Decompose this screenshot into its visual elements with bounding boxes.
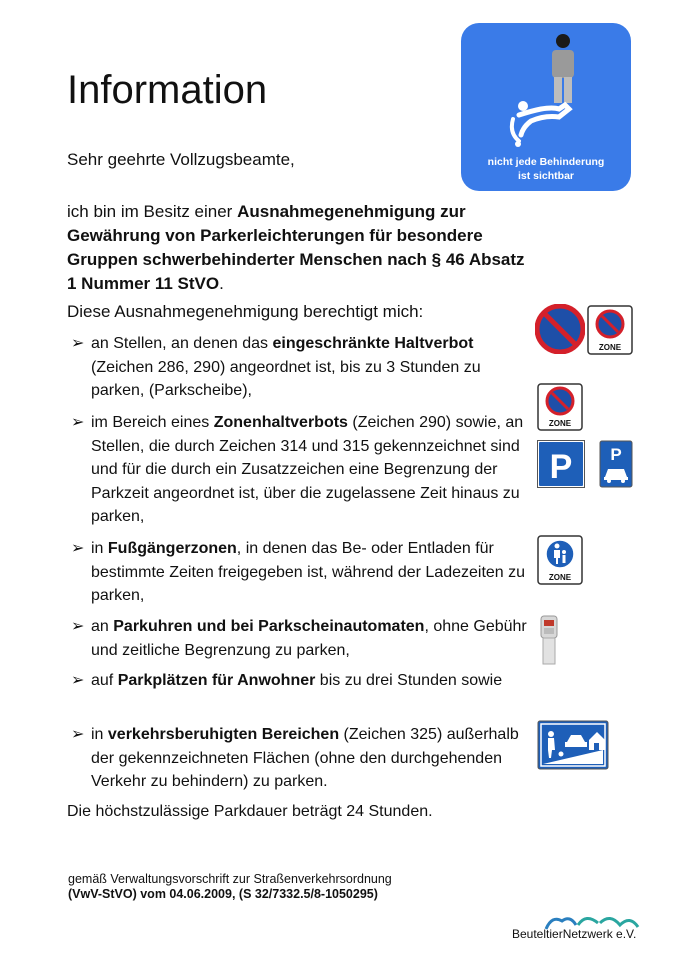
logo-text: BeuteltierNetzwerk e.V.: [512, 927, 637, 941]
intro-prefix: ich bin im Besitz einer: [67, 202, 238, 221]
arrow-bullet-icon: ➢: [71, 672, 85, 689]
arrow-bullet-icon: ➢: [71, 540, 85, 557]
zone-label: ZONE: [598, 343, 622, 352]
arrow-bullet-icon: ➢: [71, 726, 85, 743]
list-item: ➢ in Fußgängerzonen, in denen das Be- oder Entladen für bestimmte Zeiten freigegeben ist, während der Ladezeiten zu parken,: [71, 537, 531, 608]
max-duration: Die höchstzulässige Parkdauer beträgt 24 Stunden.: [67, 803, 433, 820]
footnote-line-2: (VwV-StVO) vom 04.06.2009, (S 32/7332.5/8-1050295): [68, 887, 378, 901]
list-item: ➢ im Bereich eines Zonenhaltverbots (Zeichen 290) sowie, an Stellen, die durch Zeichen 314 und 315 gekennzeichnet sind und für die durch ein Zusatzzeichen eine Begrenzung der Parkzeit angeordnet ist, über die zugelassene Zeit hinaus zu parken,: [71, 411, 531, 529]
badge-text: nicht jede Behinderung ist sichtbar: [487, 156, 605, 182]
page-title: Information: [67, 68, 268, 112]
list-item: ➢ an Stellen, an denen das eingeschränkte Haltverbot (Zeichen 286, 290) angeordnet ist, bis zu 3 Stunden zu parken, (Parkscheibe),: [71, 332, 531, 403]
parking-meter-icon: [538, 614, 560, 666]
intro-suffix: .: [219, 274, 224, 293]
parking-sign-icon: [537, 440, 585, 488]
arrow-bullet-icon: ➢: [71, 414, 85, 431]
no-parking-sign-icon: [535, 304, 585, 354]
organization-logo: [512, 913, 662, 955]
zone-no-parking-sign-icon: [537, 383, 583, 431]
footnote-line-1: gemäß Verwaltungsvorschrift zur Straßenverkehrsordnung: [68, 872, 392, 886]
parking-car-sign-icon: [599, 440, 633, 488]
zone-label: ZONE: [548, 573, 572, 582]
list-item: ➢ an Parkuhren und bei Parkscheinautomaten, ohne Gebühr und zeitliche Begrenzung zu parken,: [71, 615, 531, 662]
list-item: ➢ in verkehrsberuhigten Bereichen (Zeichen 325) außerhalb der gekennzeichneten Flächen (ohne den durchgehenden Verkehr zu behindern) zu parken.: [71, 723, 531, 794]
arrow-bullet-icon: ➢: [71, 618, 85, 635]
arrow-bullet-icon: ➢: [71, 335, 85, 352]
footnote: [68, 872, 468, 902]
zone-no-parking-sign-icon: [587, 305, 633, 355]
badge: [461, 23, 631, 191]
list-item: ➢ auf Parkplätzen für Anwohner bis zu drei Stunden sowie: [71, 669, 531, 693]
intro-bold: Ausnahmegenehmigung zur Gewährung von Parkerleichterungen für besondere Gruppen schwerbehinderter Menschen nach § 46 Absatz 1 Nummer 11 StVO: [67, 202, 525, 293]
hidden-disability-icon: [461, 23, 631, 153]
zone-label: ZONE: [548, 419, 572, 428]
parking-letter: P: [549, 448, 573, 486]
greeting: Sehr geehrte Vollzugsbeamte,: [67, 150, 295, 169]
traffic-calmed-area-sign-icon: [537, 720, 609, 770]
pedestrian-zone-sign-icon: [537, 535, 583, 585]
parking-letter: P: [610, 445, 622, 464]
entitlement-heading: Diese Ausnahmegenehmigung berechtigt mich:: [67, 302, 424, 321]
intro-paragraph: [67, 200, 537, 296]
